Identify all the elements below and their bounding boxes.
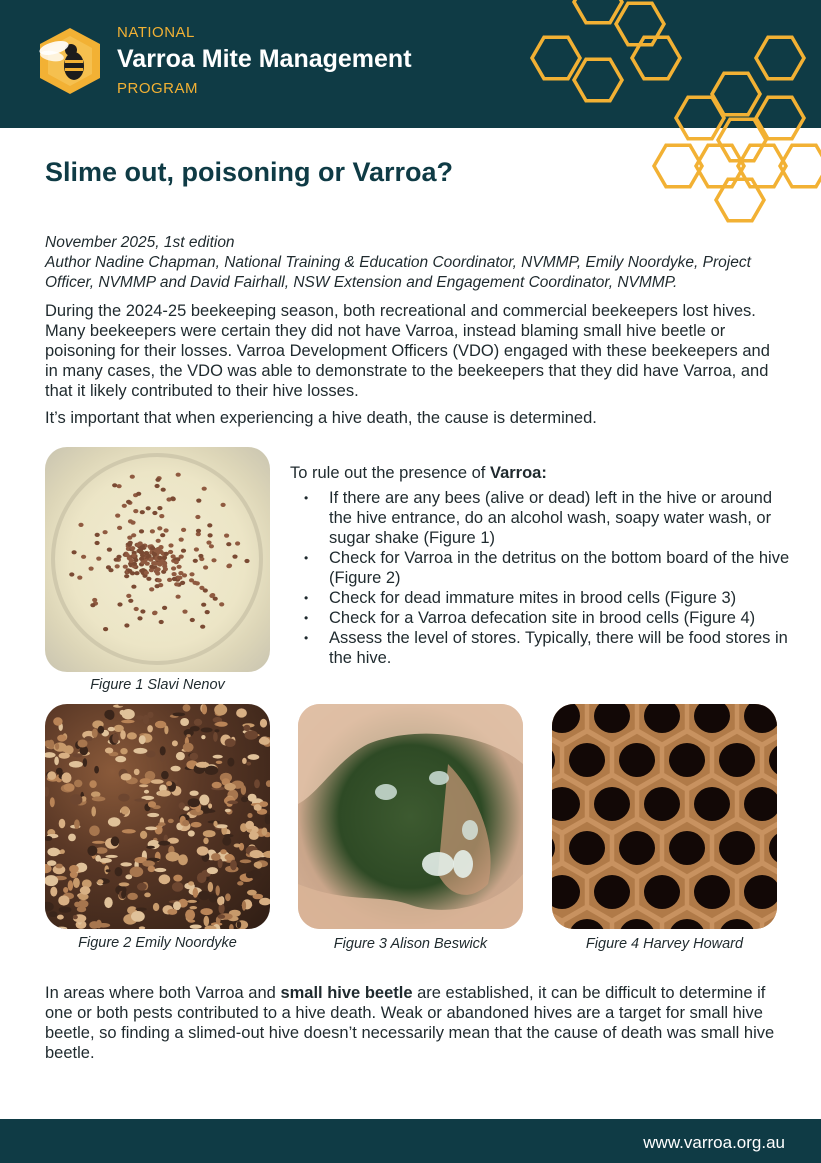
rule-out-intro-text: To rule out the presence of — [290, 464, 490, 482]
honeycomb-pattern-icon — [500, 0, 821, 240]
paragraph-text: In areas where both Varroa and — [45, 984, 281, 1002]
paragraph-bold-text: small hive beetle — [280, 984, 413, 1002]
list-item — [300, 488, 790, 548]
figure-1-caption: Figure 1 Slavi Nenov — [90, 677, 225, 693]
bullet: • — [304, 491, 309, 505]
figure-4-honeycomb-photo — [552, 704, 777, 929]
list-item — [300, 608, 790, 628]
footer-url: www.varroa.org.au — [643, 1133, 785, 1152]
bullet: • — [304, 551, 309, 565]
bullet: • — [304, 591, 309, 605]
bee-hexagon-logo-icon — [38, 26, 102, 96]
list-item-text: Check for a Varroa defecation site in brood cells (Figure 4) — [329, 609, 756, 627]
authors-line: Author Nadine Chapman, National Training & Education Coordinator, NVMMP, Emily Noordyke, Project Officer, NVMMP and David Fairhall, NSW Extension and Engagement Coordinator, NVMMP. — [45, 254, 751, 291]
bullet: • — [304, 611, 309, 625]
rule-out-intro-bold: Varroa: — [489, 464, 547, 482]
list-item — [300, 588, 790, 608]
figure-3-brood-cell-photo — [298, 704, 523, 929]
small-hive-beetle-paragraph — [45, 983, 785, 1063]
list-item-text: Check for dead immature mites in brood cells (Figure 3) — [329, 589, 737, 607]
list-item — [300, 548, 790, 588]
brand-program: PROGRAM — [117, 80, 199, 97]
figure-1-petri-dish-photo — [45, 447, 270, 672]
cause-paragraph: It’s important that when experiencing a hive death, the cause is determined. — [45, 409, 597, 427]
footer-bar — [0, 1119, 821, 1163]
edition-line: November 2025, 1st edition — [45, 234, 235, 251]
edition-and-authors — [45, 233, 785, 293]
list-item-text: If there are any bees (alive or dead) left in the hive or around the hive entrance, do an alcohol wash, soapy water wash, or sugar shake (Figure 1) — [329, 489, 773, 547]
rule-out-intro — [290, 464, 547, 483]
bullet: • — [304, 631, 309, 645]
figure-4-caption: Figure 4 Harvey Howard — [585, 936, 744, 952]
list-item — [300, 628, 790, 668]
figure-2-detritus-photo — [45, 704, 270, 929]
rule-out-list — [300, 488, 790, 668]
intro-paragraph: During the 2024-25 beekeeping season, both recreational and commercial beekeepers lost hives. Many beekeepers were certain they did not have Varroa, instead blaming small hive beetle or poisoning for their losses. Varroa Development Officers (VDO) engaged with these beekeepers and in many cases, the VDO was able to demonstrate to the beekeepers that they did have Varroa, and that it likely contributed to their hive losses. — [45, 302, 770, 400]
brand-national: NATIONAL — [117, 24, 195, 41]
paragraph-text: are established, it can be difficult to determine if one or both pests contributed to a hive death. Weak or abandoned hives are a target for small hive beetle, so finding a slimed-out hive doesn’t necessarily mean that the cause of death was small hive beetle. — [45, 984, 775, 1062]
page-title: Slime out, poisoning or Varroa? — [45, 157, 454, 187]
list-item-text: Assess the level of stores. Typically, there will be food stores in the hive. — [329, 629, 788, 667]
figure-3-caption: Figure 3 Alison Beswick — [333, 936, 488, 952]
figure-2-caption: Figure 2 Emily Noordyke — [78, 935, 237, 951]
list-item-text: Check for Varroa in the detritus on the bottom board of the hive (Figure 2) — [329, 549, 790, 587]
brand-title: Varroa Mite Management — [117, 45, 412, 73]
